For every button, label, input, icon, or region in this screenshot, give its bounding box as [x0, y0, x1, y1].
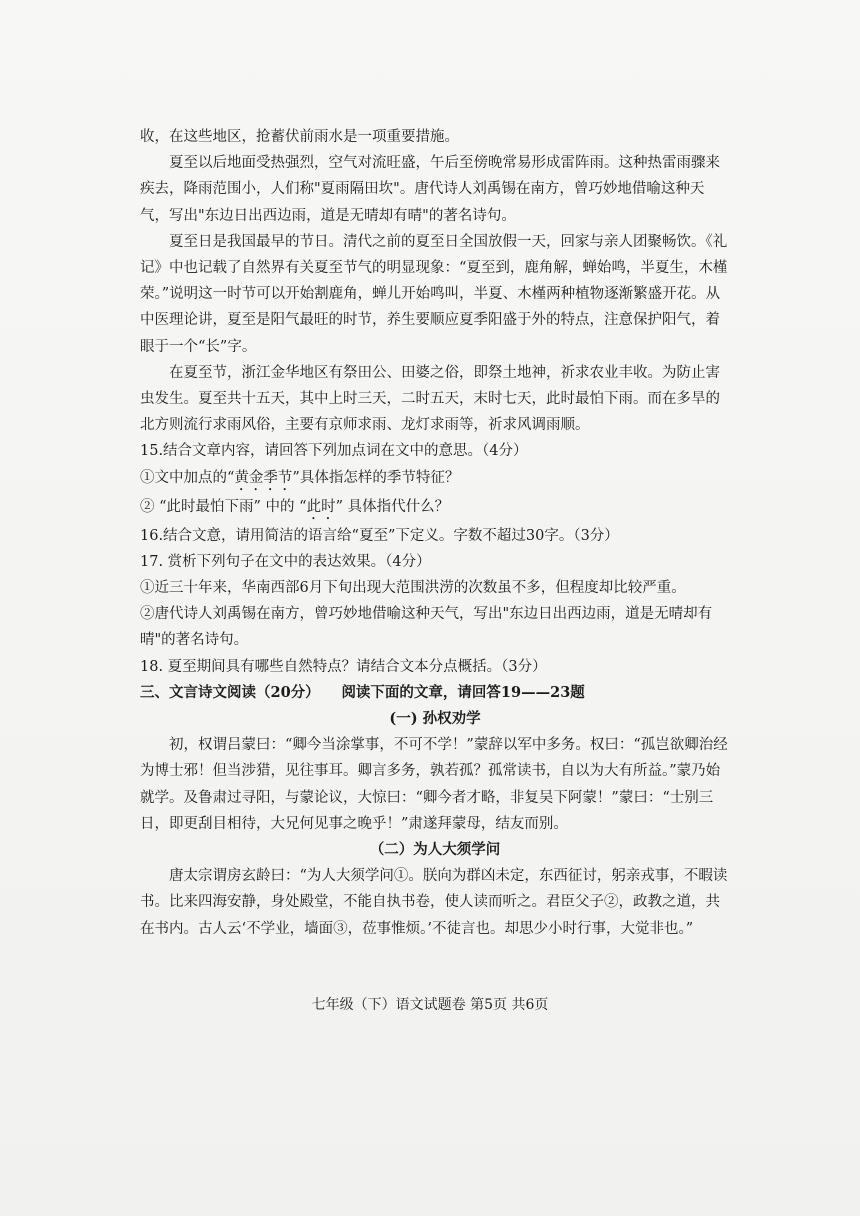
passage-1-title: (一) 孙权劝学: [389, 710, 481, 728]
question-17-item-2: ②唐代诗人刘禹锡在南方，曾巧妙地借喻这种天气，写出"东边日出西边雨，道是无晴却有晴"的著名诗句。: [140, 606, 713, 649]
question-15: 15.结合文章内容，请回答下列加点词在文中的意思。（4分）: [140, 443, 528, 460]
question-15-item-2-pre: ② “此时最怕下雨” 中的 “: [140, 498, 307, 515]
question-15-item-2: [140, 494, 730, 523]
question-18: 18. 夏至期间具有哪些自然特点？请结合文本分点概括。（3分）: [140, 658, 547, 675]
section-3-title: 三、文言诗文阅读（20分）: [140, 683, 313, 701]
paragraph-2: 夏至以后地面受热强烈，空气对流旺盛，午后至傍晚常易形成雷阵雨。这种热雷雨骤来疾去，降雨范围小，人们称"夏雨隔田坎"。唐代诗人刘禹锡在南方，曾巧妙地借喻这种天气，写出"东边日出西边雨，道是无晴却有晴"的著名诗句。: [140, 155, 720, 224]
question-16: 16.结合文意，请用简洁的语言给“夏至”下定义。字数不超过30字。（3分）: [140, 527, 619, 544]
question-17-item-1: ①近三十年来，华南西部6月下旬出现大范围洪涝的次数虽不多，但程度却比较严重。: [140, 580, 686, 597]
question-15-item-1-post: ”具体指怎样的季节特征？: [292, 469, 460, 486]
question-17: 17. 赏析下列句子在文中的表达效果。（4分）: [140, 553, 431, 570]
passage-1-text: 初，权谓吕蒙曰：“卿今当涂掌事，不可不学！”蒙辞以军中多务。权曰：“孤岂欲卿治经为博士邪！但当涉猎，见往事耳。卿言多务，孰若孤？孤常读书，自以为大有所益。”蒙乃始就学。及鲁肃过寻阳，与蒙论议，大惊曰：“卿今者才略，非复吴下阿蒙！”蒙曰：“士别三日，即更刮目相待，大兄何见事之晚乎！”肃遂拜蒙母，结友而别。: [140, 737, 728, 832]
section-3-heading: [140, 680, 730, 706]
question-15-item-1-pre: ①文中加点的“: [140, 469, 235, 486]
question-15-item-2-post: ” 具体指代什么？: [335, 498, 450, 515]
paragraph-3: 夏至日是我国最早的节日。清代之前的夏至日全国放假一天，回家与亲人团聚畅饮。《礼记》中也记载了自然界有关夏至节气的明显现象：“夏至到，鹿角解，蝉始鸣，半夏生，木槿荣。”说明这一时节可以开始割鹿角，蝉儿开始鸣叫，半夏、木槿两种植物逐渐繁盛开花。从中医理论讲，夏至是阳气最旺的时节，养生要顺应夏季阳盛于外的特点，注意保护阳气，着眼于一个“长”字。: [140, 233, 728, 355]
question-15-item-1: [140, 465, 730, 494]
paragraph-1: 收，在这些地区，抢蓄伏前雨水是一项重要措施。: [140, 129, 459, 145]
page-footer: 七年级（下）语文试题卷 第5页 共6页: [311, 997, 549, 1013]
paragraph-4: 在夏至节，浙江金华地区有祭田公、田婆之俗，即祭土地神，祈求农业丰收。为防止害虫发生。夏至共十五天，其中上时三天，二时五天，末时七天，此时最怕下雨。而在多旱的北方则流行求雨风俗，主要有京师求雨、龙灯求雨等，祈求风调雨顺。: [140, 364, 720, 434]
passage-2-text: 唐太宗谓房玄龄曰：“为人大须学问①。朕向为群凶未定，东西征讨，躬亲戎事，不暇读书。比来四海安静，身处殿堂，不能自执书卷，使人读而听之。君臣父子②，政教之道，共在书内。古人云‘不学业，墙面③，莅事惟烦。’不徒言也。却思少小时行事，大觉非也。”: [140, 868, 728, 937]
page-content: [140, 124, 730, 942]
dotted-word-this-time: 此时: [306, 498, 336, 515]
dotted-word-golden-season: 黄金季节: [234, 469, 293, 486]
passage-2-title: （二）为人大须学问: [369, 841, 501, 859]
section-3-instruction: 阅读下面的文章，请回答19——23题: [341, 683, 585, 701]
